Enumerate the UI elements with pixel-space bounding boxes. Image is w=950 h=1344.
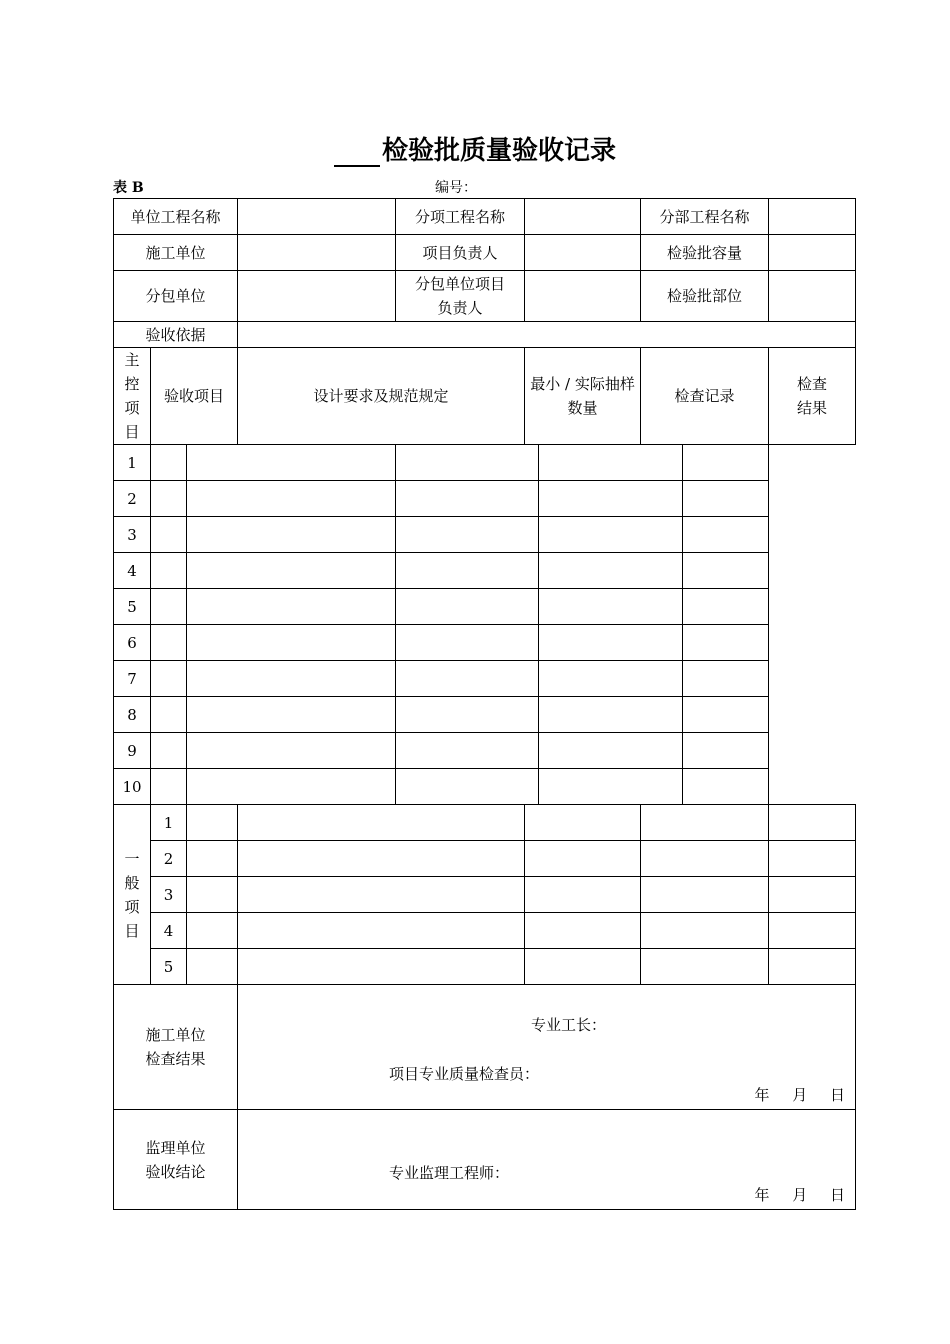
general-char-1: 一 (124, 849, 140, 868)
field-batch-capacity[interactable] (769, 235, 856, 271)
cell-result[interactable] (683, 553, 769, 589)
table-row (114, 589, 856, 625)
cell-design[interactable] (187, 733, 396, 769)
cell-sample[interactable] (396, 481, 539, 517)
field-subcontractor[interactable] (238, 271, 396, 322)
table-row (114, 877, 856, 913)
foreman-label: 专业工长： (531, 1016, 607, 1034)
cell-design[interactable] (187, 553, 396, 589)
cell-record[interactable] (641, 949, 769, 985)
row-number: 3 (151, 877, 187, 913)
label-project-manager: 项目负责人 (396, 235, 525, 271)
label-sub-pm-line2: 负责人 (437, 299, 483, 317)
cell-record[interactable] (539, 589, 683, 625)
row-number: 4 (114, 553, 151, 589)
cell-sample[interactable] (525, 913, 641, 949)
cell-item[interactable] (151, 445, 187, 481)
cell-result[interactable] (769, 877, 856, 913)
cell-design[interactable] (238, 949, 525, 985)
cell-item[interactable] (151, 769, 187, 805)
col-header-sample (525, 348, 641, 445)
cell-record[interactable] (641, 913, 769, 949)
field-batch-location[interactable] (769, 271, 856, 322)
row-number: 2 (114, 481, 151, 517)
table-row (114, 841, 856, 877)
row-number: 9 (114, 733, 151, 769)
contractor-check-area[interactable] (238, 985, 856, 1110)
field-project-manager[interactable] (525, 235, 641, 271)
document-title (0, 130, 950, 167)
table-row (114, 517, 856, 553)
supervisor-check-line1: 监理单位 (145, 1138, 206, 1157)
table-row (114, 661, 856, 697)
cell-sample[interactable] (396, 697, 539, 733)
cell-record[interactable] (641, 805, 769, 841)
col-header-sample-line1: 最小 / 实际抽样 (530, 375, 635, 393)
contractor-check-label (114, 985, 238, 1110)
col-header-sample-line2: 数量 (567, 399, 598, 417)
table-row (114, 733, 856, 769)
label-batch-capacity: 检验批容量 (641, 235, 769, 271)
row-number: 6 (114, 625, 151, 661)
cell-design[interactable] (238, 877, 525, 913)
cell-item[interactable] (187, 877, 238, 913)
row-number: 8 (114, 697, 151, 733)
cell-result[interactable] (769, 913, 856, 949)
cell-item[interactable] (151, 733, 187, 769)
main-char-3: 项 (124, 399, 140, 417)
label-sub-item: 分项工程名称 (396, 199, 525, 235)
label-sub-pm (396, 271, 525, 322)
cell-sample[interactable] (396, 589, 539, 625)
general-char-3: 项 (124, 897, 140, 916)
row-number: 5 (151, 949, 187, 985)
cell-record[interactable] (539, 553, 683, 589)
field-contractor[interactable] (238, 235, 396, 271)
serial-number-label: 编号： (435, 180, 477, 196)
cell-design[interactable] (187, 697, 396, 733)
cell-sample[interactable] (525, 841, 641, 877)
cell-result[interactable] (683, 769, 769, 805)
row-number: 4 (151, 913, 187, 949)
row-number: 7 (114, 661, 151, 697)
label-basis: 验收依据 (114, 322, 238, 348)
main-char-4: 目 (124, 423, 140, 441)
label-batch-location: 检验批部位 (641, 271, 769, 322)
cell-item[interactable] (187, 949, 238, 985)
row-number: 1 (114, 445, 151, 481)
title-text: 检验批质量验收记录 (381, 136, 616, 166)
col-header-result-line1: 检查 (797, 375, 828, 393)
general-char-4: 目 (124, 921, 140, 940)
cell-record[interactable] (539, 445, 683, 481)
supervisor-check-area[interactable] (238, 1110, 856, 1210)
label-unit-project: 单位工程名称 (114, 199, 238, 235)
field-sub-item[interactable] (525, 199, 641, 235)
supervisor-date: 年 月 日 (754, 1186, 846, 1204)
cell-sample[interactable] (396, 733, 539, 769)
col-header-result-line2: 结果 (797, 399, 828, 417)
cell-item[interactable] (187, 913, 238, 949)
cell-record[interactable] (539, 625, 683, 661)
engineer-label: 专业监理工程师： (389, 1164, 510, 1182)
cell-design[interactable] (187, 661, 396, 697)
cell-item[interactable] (151, 553, 187, 589)
cell-item[interactable] (151, 661, 187, 697)
cell-sample[interactable] (396, 769, 539, 805)
col-header-design: 设计要求及规范规定 (238, 348, 525, 445)
cell-result[interactable] (683, 481, 769, 517)
cell-item[interactable] (151, 625, 187, 661)
table-row (114, 481, 856, 517)
cell-sample[interactable] (525, 949, 641, 985)
table-row (114, 913, 856, 949)
cell-design[interactable] (187, 625, 396, 661)
cell-result[interactable] (683, 697, 769, 733)
cell-design[interactable] (187, 517, 396, 553)
cell-design[interactable] (238, 841, 525, 877)
field-basis[interactable] (238, 322, 856, 348)
table-row (114, 769, 856, 805)
cell-record[interactable] (641, 877, 769, 913)
cell-design[interactable] (238, 913, 525, 949)
cell-record[interactable] (539, 661, 683, 697)
cell-design[interactable] (187, 445, 396, 481)
cell-sample[interactable] (525, 805, 641, 841)
cell-sample[interactable] (525, 877, 641, 913)
cell-result[interactable] (683, 733, 769, 769)
cell-record[interactable] (539, 733, 683, 769)
table-row (114, 445, 856, 481)
cell-sample[interactable] (396, 553, 539, 589)
col-header-record: 检查记录 (641, 348, 769, 445)
cell-item[interactable] (151, 589, 187, 625)
label-sub-pm-line1: 分包单位项目 (415, 275, 506, 293)
table-row (114, 949, 856, 985)
table-row (114, 553, 856, 589)
cell-record[interactable] (539, 517, 683, 553)
cell-result[interactable] (683, 445, 769, 481)
table-row (114, 625, 856, 661)
contractor-check-line2: 检查结果 (145, 1050, 206, 1068)
contractor-check-line1: 施工单位 (145, 1026, 206, 1044)
row-number: 5 (114, 589, 151, 625)
row-number: 3 (114, 517, 151, 553)
cell-result[interactable] (683, 661, 769, 697)
supervisor-check-line2: 验收结论 (145, 1162, 206, 1181)
cell-record[interactable] (539, 697, 683, 733)
row-number: 1 (151, 805, 187, 841)
cell-record[interactable] (641, 841, 769, 877)
main-char-1: 主 (124, 351, 140, 369)
cell-sample[interactable] (396, 625, 539, 661)
cell-sample[interactable] (396, 517, 539, 553)
inspector-label: 项目专业质量检查员： (389, 1065, 540, 1083)
cell-item[interactable] (187, 805, 238, 841)
cell-result[interactable] (683, 589, 769, 625)
label-contractor: 施工单位 (114, 235, 238, 271)
cell-design[interactable] (238, 805, 525, 841)
cell-item[interactable] (151, 481, 187, 517)
general-items-label (114, 805, 151, 985)
title-blank-line[interactable] (334, 139, 380, 167)
cell-record[interactable] (539, 769, 683, 805)
table-row (114, 697, 856, 733)
contractor-date: 年 月 日 (754, 1086, 846, 1104)
col-header-item: 验收项目 (151, 348, 238, 445)
cell-item[interactable] (151, 697, 187, 733)
col-header-result (769, 348, 856, 445)
cell-design[interactable] (187, 589, 396, 625)
table-number: 表 B (113, 180, 144, 196)
field-sub-part[interactable] (769, 199, 856, 235)
supervisor-check-label (114, 1110, 238, 1210)
cell-item[interactable] (151, 517, 187, 553)
label-subcontractor: 分包单位 (114, 271, 238, 322)
cell-result[interactable] (769, 805, 856, 841)
cell-sample[interactable] (396, 661, 539, 697)
field-sub-pm[interactable] (525, 271, 641, 322)
cell-result[interactable] (769, 949, 856, 985)
table-row (114, 805, 856, 841)
row-number: 2 (151, 841, 187, 877)
label-sub-part: 分部工程名称 (641, 199, 769, 235)
general-char-2: 般 (124, 873, 140, 892)
field-unit-project[interactable] (238, 199, 396, 235)
cell-sample[interactable] (396, 445, 539, 481)
main-control-items-label (114, 348, 151, 445)
cell-design[interactable] (187, 481, 396, 517)
cell-item[interactable] (187, 841, 238, 877)
cell-design[interactable] (187, 769, 396, 805)
cell-result[interactable] (769, 841, 856, 877)
inspection-form-table (113, 198, 856, 1210)
cell-record[interactable] (539, 481, 683, 517)
cell-result[interactable] (683, 517, 769, 553)
row-number: 10 (114, 769, 151, 805)
cell-result[interactable] (683, 625, 769, 661)
main-char-2: 控 (124, 375, 140, 393)
